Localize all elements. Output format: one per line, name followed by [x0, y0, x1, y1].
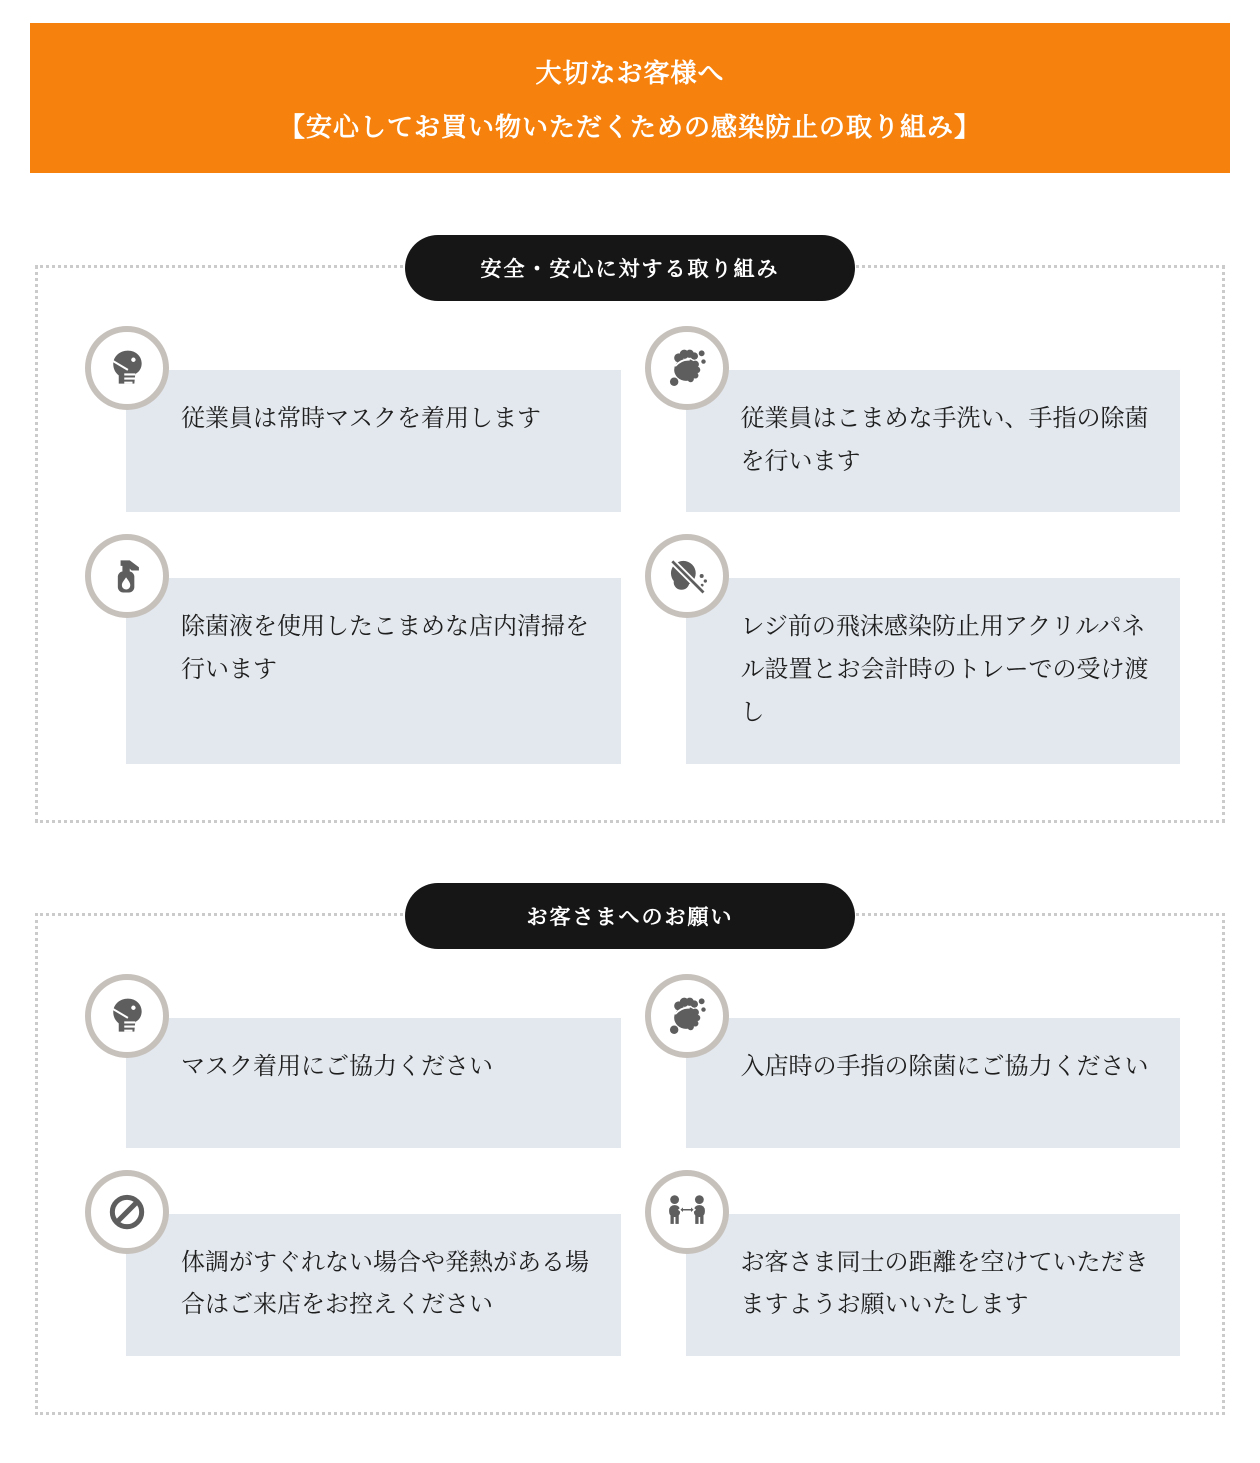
measure-item-sanitizer	[85, 534, 621, 763]
mask-icon	[85, 974, 169, 1058]
section-customer-requests	[35, 904, 1225, 1415]
banner-subtitle: 【安心してお買い物いただくための感染防止の取り組み】	[278, 112, 981, 143]
section-title-pill	[405, 883, 855, 949]
measure-item-mask	[85, 326, 621, 512]
measure-item-panel	[645, 534, 1181, 763]
section-title: お客さまへのお願い	[526, 904, 734, 929]
item-text-bubble: 除菌液を使用したこまめな店内清掃を行います	[126, 578, 621, 763]
requests-grid	[85, 974, 1180, 1356]
request-item-stayhome	[85, 1170, 621, 1356]
measures-grid	[85, 326, 1180, 764]
social-distance-icon	[645, 1170, 729, 1254]
section-title: 安全・安心に対する取り組み	[480, 257, 780, 281]
item-text-bubble: 入店時の手指の除菌にご協力ください	[686, 1018, 1181, 1148]
measure-item-handwash	[645, 326, 1181, 512]
item-text-bubble: お客さま同士の距離を空けていただきますようお願いいたします	[686, 1214, 1181, 1356]
section-safety-measures	[35, 257, 1225, 823]
request-item-sanitize	[645, 974, 1181, 1148]
notice-banner	[30, 23, 1230, 173]
droplet-block-icon	[645, 534, 729, 618]
spray-bottle-icon	[85, 534, 169, 618]
item-text-bubble: 従業員はこまめな手洗い、手指の除菌を行います	[686, 370, 1181, 512]
item-text-bubble: マスク着用にご協力ください	[126, 1018, 621, 1148]
item-text-bubble: 従業員は常時マスクを着用します	[126, 370, 621, 512]
item-text-bubble: 体調がすぐれない場合や発熱がある場合はご来店をお控えください	[126, 1214, 621, 1356]
section-title-pill	[405, 235, 855, 301]
request-item-mask	[85, 974, 621, 1148]
banner-title: 大切なお客様へ	[535, 58, 725, 89]
hand-wash-icon	[645, 974, 729, 1058]
prohibition-icon	[85, 1170, 169, 1254]
mask-icon	[85, 326, 169, 410]
hand-wash-icon	[645, 326, 729, 410]
request-item-distance	[645, 1170, 1181, 1356]
item-text-bubble: レジ前の飛沫感染防止用アクリルパネル設置とお会計時のトレーでの受け渡し	[686, 578, 1181, 763]
